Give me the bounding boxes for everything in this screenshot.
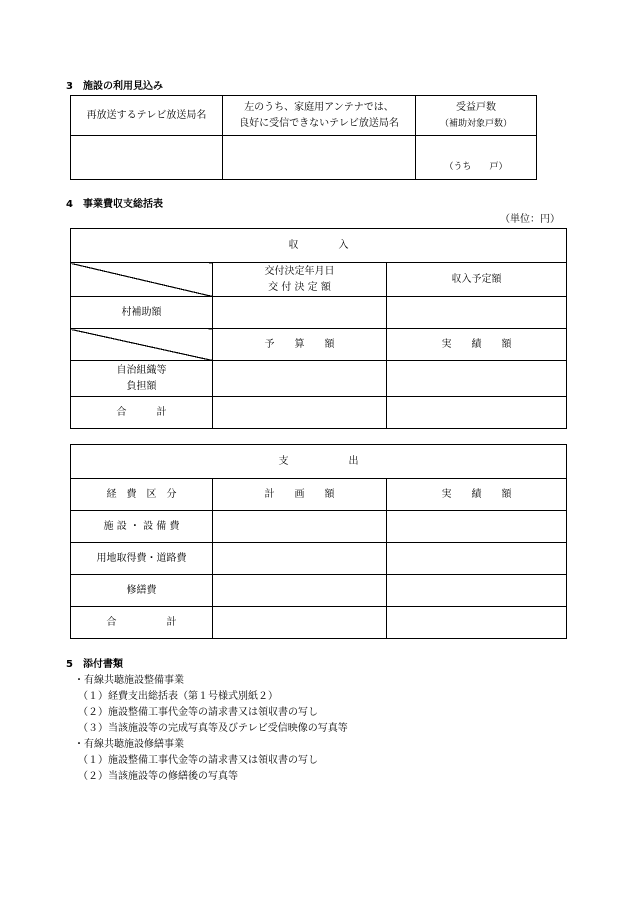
cell-total-actual[interactable] — [387, 397, 567, 429]
header-decision: 交付決定年月日 交 付 決 定 額 — [213, 263, 387, 297]
header-expense-category: 経 費 区 分 — [71, 479, 213, 511]
cell-beneficiary-households[interactable]: （うち 戸） — [416, 136, 537, 180]
header-beneficiary-households: 受益戸数 （補助対象戸数） — [416, 96, 537, 136]
attachment-line: （３）当該施設等の完成写真等及びテレビ受信映像の写真等 — [78, 723, 348, 734]
cell-village-planned[interactable] — [387, 297, 567, 329]
cell-expense-total-plan[interactable] — [213, 607, 387, 639]
section5-heading: 5 添付書類 — [66, 659, 123, 670]
expense-table — [70, 444, 567, 639]
header-planned-income: 収入予定額 — [387, 263, 567, 297]
header-budget: 予 算 額 — [213, 329, 387, 361]
cell-burden-budget[interactable] — [213, 361, 387, 397]
cell-facility-plan[interactable] — [213, 511, 387, 543]
diagonal-cell — [71, 263, 213, 297]
row-income-total: 合 計 — [71, 397, 213, 429]
attachment-line: ・有線共聴施設修繕事業 — [74, 739, 184, 750]
income-table — [70, 228, 567, 429]
section3-heading: 3 施設の利用見込み — [66, 81, 163, 92]
attachment-line: （１）経費支出総括表（第１号様式別紙２） — [78, 691, 278, 702]
header-poor-reception-station: 左のうち、家庭用アンテナでは、 良好に受信できないテレビ放送局名 — [223, 96, 416, 136]
header-rebroadcast-station: 再放送するテレビ放送局名 — [71, 96, 223, 136]
cell-rebroadcast-station[interactable] — [71, 136, 223, 180]
cell-land-actual[interactable] — [387, 543, 567, 575]
row-land-road: 用地取得費・道路費 — [71, 543, 213, 575]
cell-burden-actual[interactable] — [387, 361, 567, 397]
cell-repair-plan[interactable] — [213, 575, 387, 607]
header-plan-amount: 計 画 額 — [213, 479, 387, 511]
cell-total-budget[interactable] — [213, 397, 387, 429]
cell-village-decision[interactable] — [213, 297, 387, 329]
usage-table — [70, 95, 537, 180]
cell-facility-actual[interactable] — [387, 511, 567, 543]
diagonal-cell — [71, 329, 213, 361]
cell-repair-actual[interactable] — [387, 575, 567, 607]
attachment-line: （２）施設整備工事代金等の請求書又は領収書の写し — [78, 707, 318, 718]
row-facility-equipment: 施 設 ・ 設 備 費 — [71, 511, 213, 543]
row-expense-total: 合 計 — [71, 607, 213, 639]
expense-title: 支 出 — [71, 445, 567, 479]
cell-expense-total-actual[interactable] — [387, 607, 567, 639]
row-village-subsidy: 村補助額 — [71, 297, 213, 329]
attachment-line: （２）当該施設等の修繕後の写真等 — [78, 771, 238, 782]
row-repair: 修繕費 — [71, 575, 213, 607]
attachment-line: ・有線共聴施設整備事業 — [74, 675, 184, 686]
header-actual-amount: 実 績 額 — [387, 479, 567, 511]
attachment-line: （１）施設整備工事代金等の請求書又は領収書の写し — [78, 755, 318, 766]
header-actual: 実 績 額 — [387, 329, 567, 361]
cell-poor-reception-station[interactable] — [223, 136, 416, 180]
section4-heading: 4 事業費収支総括表 — [66, 199, 163, 210]
unit-label: （単位：円） — [500, 214, 560, 225]
row-local-burden: 自治組織等 負担額 — [71, 361, 213, 397]
cell-land-plan[interactable] — [213, 543, 387, 575]
income-title: 収 入 — [71, 229, 567, 263]
